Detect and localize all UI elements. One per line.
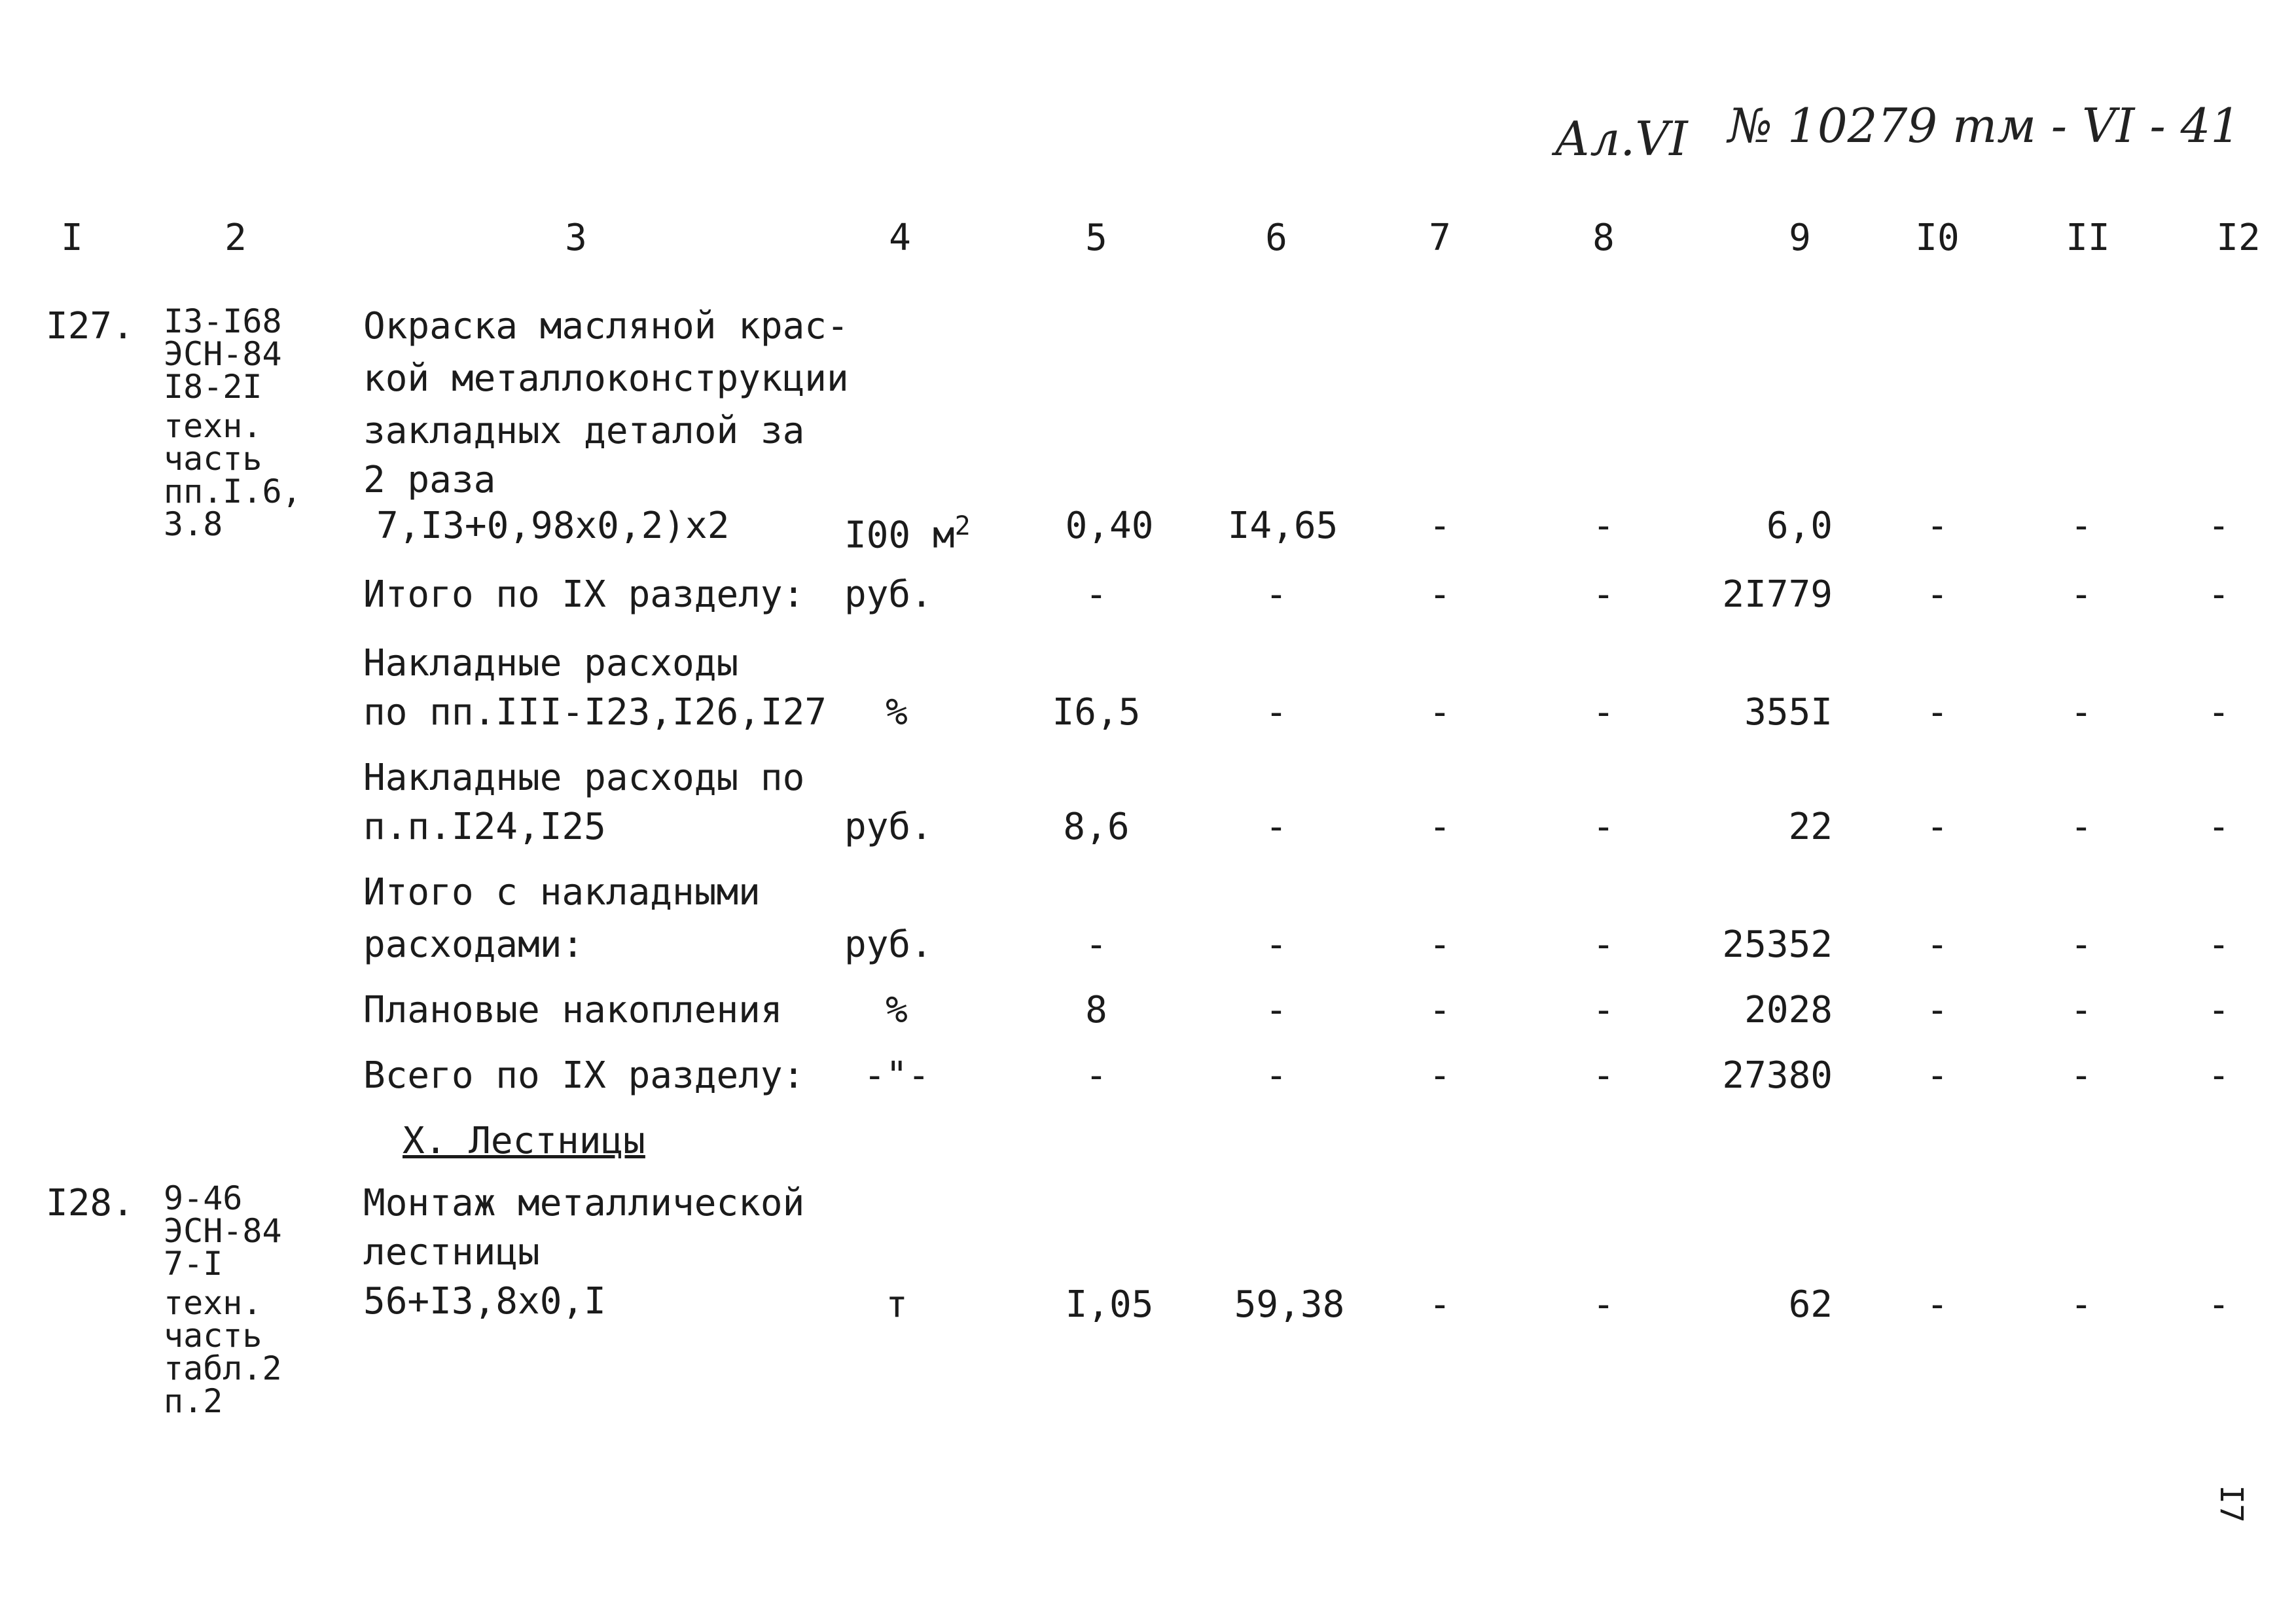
col-header-9: 9	[1789, 217, 1811, 259]
item-128-c6: 59,38	[1234, 1283, 1345, 1326]
col-header-6: 6	[1265, 217, 1287, 259]
summary-5-c12: -	[2208, 989, 2230, 1031]
summary-1-c7: -	[1429, 573, 1451, 616]
summary-6-c6: -	[1265, 1054, 1287, 1097]
item-127-c11: -	[2070, 505, 2092, 547]
summary-4-c10: -	[1926, 923, 1948, 966]
summary-6-c8: -	[1592, 1054, 1615, 1097]
item-128-number: I28.	[46, 1182, 134, 1224]
summary-2-c8: -	[1592, 691, 1615, 734]
summary-5-label: Плановые накопления	[363, 989, 783, 1031]
item-128-desc-2: лестницы	[363, 1231, 540, 1274]
item-128-c11: -	[2070, 1283, 2092, 1326]
summary-6-c12: -	[2208, 1054, 2230, 1097]
item-128-c10: -	[1926, 1283, 1948, 1326]
col-header-7: 7	[1429, 217, 1451, 259]
col-header-1: I	[61, 217, 83, 259]
summary-5-c11: -	[2070, 989, 2092, 1031]
summary-4-label-2: расходами:	[363, 923, 584, 966]
col-header-10: I0	[1915, 217, 1960, 259]
col-header-11: II	[2066, 217, 2110, 259]
summary-3-c11: -	[2070, 806, 2092, 848]
summary-4-c6: -	[1265, 923, 1287, 966]
summary-1-c4: руб.	[844, 573, 933, 616]
col-header-12: I2	[2216, 217, 2261, 259]
section-x-title: X. Лестницы	[403, 1120, 645, 1162]
summary-3-c8: -	[1592, 806, 1615, 848]
summary-2-c4: %	[886, 691, 908, 734]
summary-1-label: Итого по IX разделу:	[363, 573, 805, 616]
album-mark: Ал.VI	[1554, 111, 1688, 166]
summary-5-c7: -	[1429, 989, 1451, 1031]
item-127-c7: -	[1429, 505, 1451, 547]
item-128-unit: т	[886, 1283, 908, 1326]
summary-3-c12: -	[2208, 806, 2230, 848]
summary-3-c9: 22	[1788, 806, 1833, 848]
summary-3-c5: 8,6	[1063, 806, 1130, 848]
item-127-ref-4: техн.	[164, 407, 262, 445]
item-127-ref-6: пп.I.6,	[164, 473, 302, 510]
item-127-c8: -	[1592, 505, 1615, 547]
item-128-c8: -	[1592, 1283, 1615, 1326]
item-128-desc-3: 56+I3,8х0,I	[363, 1280, 606, 1323]
summary-2-c12: -	[2208, 691, 2230, 734]
summary-3-c4: руб.	[844, 806, 933, 848]
summary-4-c4: руб.	[844, 923, 933, 966]
item-127-desc-2: кой металлоконструкции	[363, 357, 849, 400]
item-127-desc-1: Окраска масляной крас-	[363, 305, 849, 348]
item-127-c6: I4,65	[1227, 505, 1338, 547]
item-128-ref-4: техн.	[164, 1284, 262, 1322]
summary-2-c11: -	[2070, 691, 2092, 734]
item-127-ref-2: ЭСН-84	[164, 335, 282, 373]
summary-5-c8: -	[1592, 989, 1615, 1031]
item-128-ref-6: табл.2	[164, 1349, 282, 1387]
summary-2-label-2: по пп.III-I23,I26,I27	[363, 691, 827, 734]
item-128-c12: -	[2208, 1283, 2230, 1326]
item-127-unit-text: I00 м	[844, 514, 955, 557]
summary-1-c10: -	[1926, 573, 1948, 616]
summary-2-label-1: Накладные расходы	[363, 642, 739, 685]
col-header-5: 5	[1085, 217, 1107, 259]
summary-3-label-1: Накладные расходы по	[363, 757, 805, 799]
item-127-desc-5: 7,I3+0,98х0,2)х2	[376, 505, 730, 547]
summary-2-c6: -	[1265, 691, 1287, 734]
item-127-ref-3: I8-2I	[164, 368, 262, 406]
summary-2-c7: -	[1429, 691, 1451, 734]
summary-4-c5: -	[1085, 923, 1107, 966]
document-number: № 10279 тм - VI - 41	[1728, 98, 2241, 153]
summary-4-c12: -	[2208, 923, 2230, 966]
item-127-ref-5: часть	[164, 440, 262, 478]
summary-6-c9: 27380	[1722, 1054, 1833, 1097]
summary-1-c12: -	[2208, 573, 2230, 616]
summary-6-c4: -"-	[863, 1054, 930, 1097]
col-header-3: 3	[565, 217, 587, 259]
summary-4-c9: 25352	[1722, 923, 1833, 966]
item-127-c10: -	[1926, 505, 1948, 547]
item-128-c7: -	[1429, 1283, 1451, 1326]
item-127-unit	[844, 501, 971, 562]
summary-6-c5: -	[1085, 1054, 1107, 1097]
summary-1-c11: -	[2070, 573, 2092, 616]
summary-2-c5: I6,5	[1052, 691, 1141, 734]
item-128-c9: 62	[1788, 1283, 1833, 1326]
item-128-desc-1: Монтаж металлической	[363, 1182, 805, 1224]
item-127-c12: -	[2208, 505, 2230, 547]
item-127-ref-1: I3-I68	[164, 302, 282, 340]
item-128-ref-5: часть	[164, 1317, 262, 1355]
summary-6-label: Всего по IX разделу:	[363, 1054, 805, 1097]
summary-3-c6: -	[1265, 806, 1287, 848]
summary-2-c10: -	[1926, 691, 1948, 734]
summary-4-c8: -	[1592, 923, 1615, 966]
item-127-c5: 0,40	[1065, 505, 1154, 547]
summary-6-c11: -	[2070, 1054, 2092, 1097]
summary-1-c9: 2I779	[1722, 573, 1833, 616]
summary-4-label-1: Итого с накладными	[363, 871, 761, 914]
summary-1-c5: -	[1085, 573, 1107, 616]
summary-3-c7: -	[1429, 806, 1451, 848]
summary-5-c10: -	[1926, 989, 1948, 1031]
summary-5-c6: -	[1265, 989, 1287, 1031]
item-127-desc-4: 2 раза	[363, 459, 496, 501]
summary-4-c7: -	[1429, 923, 1451, 966]
summary-3-c10: -	[1926, 806, 1948, 848]
item-128-ref-3: 7-I	[164, 1245, 223, 1283]
item-128-ref-1: 9-46	[164, 1179, 243, 1217]
item-128-c5: I,05	[1065, 1283, 1154, 1326]
item-127-desc-3: закладных деталой за	[363, 410, 805, 452]
summary-3-label-2: п.п.I24,I25	[363, 806, 606, 848]
page-number-mark: I7	[2212, 1485, 2250, 1523]
summary-4-c11: -	[2070, 923, 2092, 966]
col-header-4: 4	[889, 217, 911, 259]
summary-5-c4: %	[886, 989, 908, 1031]
summary-1-c8: -	[1592, 573, 1615, 616]
col-header-8: 8	[1592, 217, 1615, 259]
item-127-ref-7: 3.8	[164, 505, 223, 543]
summary-5-c9: 2028	[1744, 989, 1833, 1031]
summary-6-c7: -	[1429, 1054, 1451, 1097]
summary-6-c10: -	[1926, 1054, 1948, 1097]
summary-2-c9: 355I	[1744, 691, 1833, 734]
item-128-ref-7: п.2	[164, 1382, 223, 1420]
item-128-ref-2: ЭСН-84	[164, 1212, 282, 1250]
summary-5-c5: 8	[1085, 989, 1107, 1031]
item-127-unit-sup: 2	[954, 511, 971, 541]
item-127-number: I27.	[46, 305, 134, 348]
summary-1-c6: -	[1265, 573, 1287, 616]
col-header-2: 2	[224, 217, 247, 259]
item-127-c9: 6,0	[1766, 505, 1833, 547]
